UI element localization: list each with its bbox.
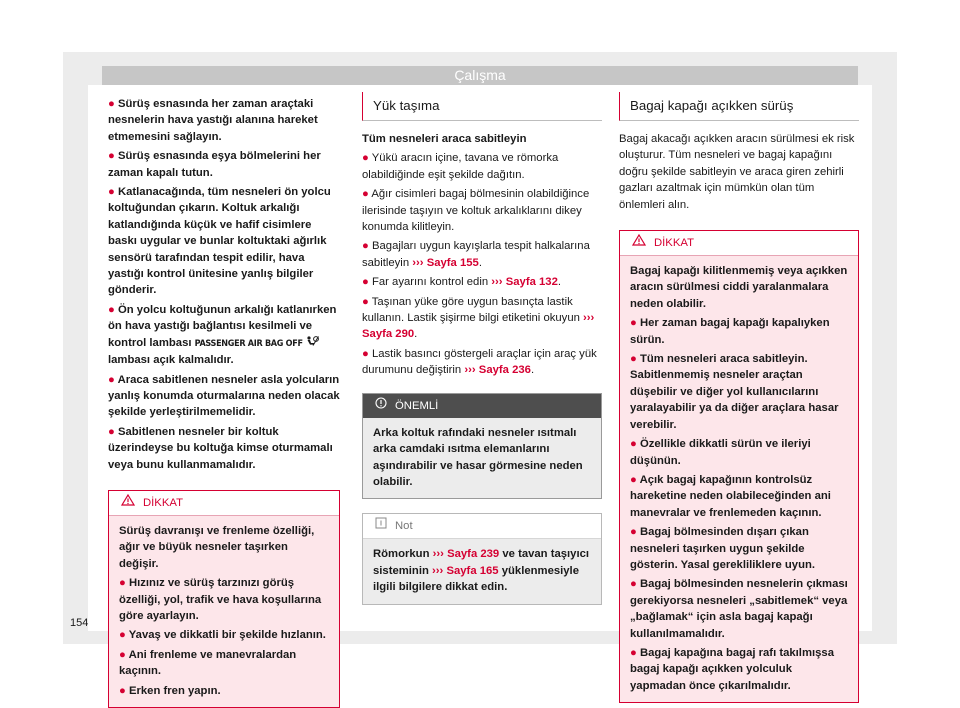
- bullet-icon: ●: [108, 150, 115, 163]
- list-item: ● Tüm nesneleri araca sabitleyin. Sabitlenmemiş nesneler araçtan düşebilir ve diğer yol kullanıcılarını yaralayabilir ya da diğer araçlara hasar verebilir.: [630, 353, 839, 431]
- list-item: ● Hızınız ve sürüş tarzınızı görüş özelliği, yol, trafik ve hava koşullarına göre ayarlayın.: [119, 577, 322, 622]
- list-item: ● Sabitlenen nesneler bir koltuk üzerindeyse bu koltuğa kimse oturmamalı veya bunu kullanmamalıdır.: [108, 425, 333, 471]
- cross-reference-link[interactable]: ››› Sayfa 239: [432, 548, 500, 561]
- note-box-header: Not: [363, 514, 601, 539]
- important-box-body: Arka koltuk rafındaki nesneler ısıtmalı arka camdaki ısıtma elemanlarını aşındırabilir ve hasar görmesine neden olabilir.: [363, 418, 601, 499]
- bullet-icon: ●: [119, 648, 126, 661]
- bullet-icon: ●: [362, 276, 369, 289]
- page-number: 154: [70, 617, 89, 629]
- column-right: [619, 92, 859, 703]
- bullet-icon: ●: [630, 473, 637, 486]
- danger-box: [619, 230, 859, 703]
- list-item: ● Özellikle dikkatli sürün ve ileriyi düşünün.: [630, 438, 811, 467]
- bullet-icon: ●: [362, 240, 369, 253]
- list-item: ● Yükü aracın içine, tavana ve römorka olabildiğinde eşit şekilde dağıtın.: [362, 152, 559, 181]
- bullet-icon: ●: [630, 438, 637, 451]
- bullet-icon: ●: [108, 373, 115, 386]
- info-circle-icon: [375, 394, 387, 418]
- column-left: [108, 96, 340, 708]
- warning-triangle-icon: [121, 491, 135, 515]
- list-item: ● Ağır cisimleri bagaj bölmesinin olabildiğince ilerisinde taşıyın ve koltuk arkalıklarını dikey konumda kilitleyin.: [362, 188, 590, 234]
- list-item: ● Bagajları uygun kayışlarla tespit halkalarına sabitleyin ››› Sayfa 155.: [362, 240, 590, 269]
- cross-reference-link[interactable]: ››› Sayfa 155: [412, 256, 479, 269]
- cross-reference-link[interactable]: ››› Sayfa 236: [464, 364, 531, 377]
- list-item: ● Açık bagaj kapağının kontrolsüz hareketine neden olabileceğinden ani manevralar ve frenlemeden kaçının.: [630, 473, 831, 519]
- cross-reference-link[interactable]: ››› Sayfa 165: [432, 564, 499, 577]
- arrow-icon: ›››: [432, 564, 444, 577]
- column-middle: [362, 92, 602, 605]
- bullet-icon: ●: [362, 295, 369, 308]
- bullet-icon: ●: [630, 317, 637, 330]
- list-item: ● Her zaman bagaj kapağı kapalıyken sürün.: [630, 317, 830, 346]
- note-icon: [375, 514, 387, 538]
- intro-paragraph: Bagaj akacağı açıkken aracın sürülmesi ek risk oluşturur. Tüm nesneleri ve bagaj kapağını doğru şekilde sabitleyin ve araca giren zehirli gazları azaltmak için mümkün olan tüm önlemleri alın.: [619, 133, 855, 211]
- arrow-icon: ›››: [583, 312, 595, 325]
- bullet-icon: ●: [362, 152, 369, 165]
- list-item: ● Araca sabitlenen nesneler asla yolcuların yanlış konumda oturmalarına neden olacak şekilde yerleştirilmemelidir.: [108, 373, 340, 419]
- airbag-off-icon: [306, 337, 319, 349]
- list-item: ● Sürüş esnasında her zaman araçtaki nesnelerin hava yastığı alanına hareket etmemesini sağlayın.: [108, 98, 318, 143]
- arrow-icon: ›››: [491, 276, 503, 289]
- bullet-icon: ●: [119, 629, 126, 642]
- list-item: ● Katlanacağında, tüm nesneleri ön yolcu koltuğundan çıkarın. Koltuk arkalığı katlandığında küçük ve hafif cisimlere baskı uygular ve bunlar koltuktaki ağırlık sensörü tarafından tespit edilir, hava yastığı kontrol ünitesine yanlış bilgiler gönderir.: [108, 186, 331, 297]
- bullet-icon: ●: [362, 347, 369, 360]
- list-item: ● Ani frenleme ve manevralardan kaçının.: [119, 648, 297, 678]
- list-item: ● Sürüş esnasında eşya bölmelerini her zaman kapalı tutun.: [108, 150, 321, 179]
- danger-box-body: Bagaj kapağı kilitlenmemiş veya açıkken aracın sürülmesi ciddi yaralanmalara neden olabilir. ● Her zaman bagaj kapağı kapalıyken sürün. ● Tüm nesneleri araca sabitleyin. Sabitlenmemiş nesneler araçtan düşebilir ve diğer yol kullanıcılarını yaralayabilir ya da diğer araçlara hasar verebilir. ● Özellikle dikkatli sürün ve ileriyi düşünün. ● Açık bagaj kapağının kontrolsüz hareketine neden olabileceğinden ani manevralar ve frenlemeden kaçının. ● Bagaj bölmesinden dışarı çıkan nesneleri taşırken uygun şekilde gösterin. Yasal gerekliliklere uyun. ● Bagaj bölmesinden nesnelerin çıkması gerekiyorsa nesneleri „sabitlemek“ veya „bağlamak“ için asla bagaj kapağı kullanılmamalıdır. ● Bagaj kapağına bagaj rafı takılmışsa bagaj kapağı açıkken yolculuk yapmadan önce çıkarılmalıdır.: [620, 256, 858, 702]
- subheading: Tüm nesneleri araca sabitleyin: [362, 133, 527, 145]
- list-item: ● Ön yolcu koltuğunun arkalığı katlanırken ön hava yastığı bağlantısı kesilmeli ve kontrol lambası PASSENGER AIR BAG OFF lambası açık kalmalıdır.: [108, 303, 337, 367]
- list-item: ● Far ayarını kontrol edin ››› Sayfa 132.: [362, 276, 561, 289]
- important-box-header: ÖNEMLİ: [363, 394, 601, 418]
- bullet-icon: ●: [108, 186, 115, 199]
- bullet-icon: ●: [108, 98, 115, 110]
- danger-box-header: DİKKAT: [620, 231, 858, 256]
- bullet-icon: ●: [630, 526, 637, 539]
- list-item: ● Erken fren yapın.: [119, 684, 221, 697]
- note-box-body: Römorkun ››› Sayfa 239 ve tavan taşıyıcı sisteminin ››› Sayfa 165 yüklenmesiyle ilgili bilgilere dikkat edin.: [363, 539, 601, 603]
- section-title: Yük taşıma: [362, 92, 602, 121]
- list-item: ● Yavaş ve dikkatli bir şekilde hızlanın.: [119, 629, 326, 642]
- danger-box-body: Sürüş davranışı ve frenleme özelliği, ağır ve büyük nesneler taşırken değişir. ● Hızınız ve sürüş tarzınızı görüş özelliği, yol, trafik ve hava koşullarına göre ayarlayın. ● Yavaş ve dikkatli bir şekilde hızlanın. ● Ani frenleme ve manevralardan kaçının. ● Erken fren yapın.: [109, 516, 339, 707]
- arrow-icon: ›››: [432, 548, 444, 561]
- cross-reference-link[interactable]: ››› Sayfa 290: [362, 312, 595, 341]
- list-item: ● Bagaj kapağına bagaj rafı takılmışsa bagaj kapağı açıkken yolculuk yapmadan önce çıkarılmalıdır.: [630, 646, 834, 692]
- section-title: Bagaj kapağı açıkken sürüş: [619, 92, 859, 121]
- airbag-off-lamp-label: PASSENGER AIR BAG OFF: [194, 338, 303, 349]
- cross-reference-link[interactable]: ››› Sayfa 132: [491, 276, 558, 289]
- bullet-icon: ●: [362, 188, 369, 201]
- warning-triangle-icon: [632, 231, 646, 255]
- bullet-icon: ●: [108, 303, 115, 316]
- list-item: ● Bagaj bölmesinden dışarı çıkan nesneleri taşırken uygun şekilde gösterin. Yasal gerekliliklere uyun.: [630, 526, 816, 571]
- bullet-icon: ●: [119, 577, 126, 590]
- danger-box: [108, 490, 340, 708]
- bullet-icon: ●: [630, 646, 637, 659]
- bullet-icon: ●: [630, 353, 637, 366]
- page-header: Çalışma: [102, 66, 858, 85]
- bullet-icon: ●: [630, 578, 637, 591]
- important-box: [362, 393, 602, 500]
- bullet-icon: ●: [119, 684, 126, 697]
- note-box: [362, 513, 602, 604]
- list-item: ● Taşınan yüke göre uygun basınçta lastik kullanın. Lastik şişirme bilgi etiketini okuyun ››› Sayfa 290.: [362, 295, 595, 341]
- list-item: ● Bagaj bölmesinden nesnelerin çıkması gerekiyorsa nesneleri „sabitlemek“ veya „bağlamak“ için asla bagaj kapağı kullanılmamalıdır.: [630, 578, 848, 640]
- arrow-icon: ›››: [412, 256, 424, 269]
- danger-box-header: DİKKAT: [109, 491, 339, 516]
- list-item: ● Lastik basıncı göstergeli araçlar için araç yük durumunu değiştirin ››› Sayfa 236.: [362, 347, 597, 377]
- bullet-icon: ●: [108, 425, 115, 438]
- arrow-icon: ›››: [464, 364, 476, 377]
